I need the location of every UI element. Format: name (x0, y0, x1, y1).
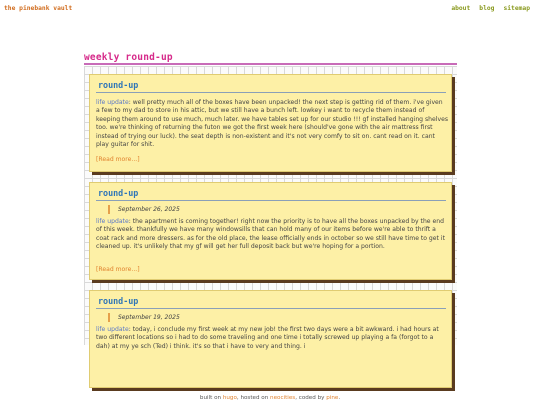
site-title-link[interactable]: the pinebank vault (4, 5, 73, 12)
post-excerpt-text: : today, i conclude my first week at my new job! the first two days were a bit awkward. i had hours at two different locations so i had to do some traveling and one time i totally screwed up playing a fa (forgot to a dah) at my ye sch (Ted) i think. it's so that i have to very and thing. i (96, 326, 439, 350)
post-card (89, 290, 452, 388)
post-excerpt-text: : the apartment is coming together! right now the priority is to have all the boxes unpacked by the end of this week. thankfully we have many windowsills that can hold many of our items before we're able to thrift a coat rack and more dressers. as for the old place, the lease officially ends in october so we still have time to get it cleaned up. it's unlikely that my gf will get her full deposit back but we're hoping for a portion. (96, 218, 445, 251)
read-more-link[interactable]: [Read more...] (96, 156, 140, 163)
footer (0, 395, 540, 401)
top-bar (0, 0, 540, 18)
footer-author-link[interactable]: pine (326, 395, 339, 401)
page-title-underline (84, 63, 457, 65)
post-excerpt (96, 218, 448, 252)
post-title-divider (96, 92, 446, 93)
footer-text: , coded by (295, 395, 327, 401)
post-title[interactable]: round-up (98, 296, 139, 306)
post-title-divider (96, 200, 446, 201)
post-card (89, 74, 452, 172)
main-nav (451, 5, 530, 12)
nav-sitemap-link[interactable]: sitemap (503, 5, 530, 12)
post-date: September 19, 2025 (108, 313, 180, 322)
page-title: weekly round-up (84, 52, 173, 63)
read-more-link[interactable]: [Read more...] (96, 266, 140, 273)
footer-text: built on (199, 395, 223, 401)
footer-neocities-link[interactable]: neocities (270, 395, 296, 401)
post-title-divider (96, 308, 446, 309)
post-title[interactable]: round-up (98, 80, 139, 90)
nav-about-link[interactable]: about (451, 5, 471, 12)
post-excerpt-text: : well pretty much all of the boxes have been unpacked! the next step is getting rid of them. i've given a few to my dad to store in his attic, but we still have a bunch left. lowkey i want to recycle them instead of keeping them around to use much, much later. we have tables set up for our studio !!! gf installed hanging shelves too. we're thinking of returning the futon we got the first week here (should've gone with the air mattress first instead of trying our luck). the seat depth is non-existent and it's not very comfy to sit on. cant read on it. cant play guitar for shit. (96, 99, 448, 149)
nav-blog-link[interactable]: blog (479, 5, 495, 12)
post-list[interactable] (84, 66, 457, 350)
footer-hugo-link[interactable]: hugo (222, 395, 237, 401)
post-tag[interactable]: life update (96, 99, 129, 106)
post-excerpt (96, 99, 448, 149)
post-title[interactable]: round-up (98, 188, 139, 198)
post-tag[interactable]: life update (96, 218, 129, 225)
footer-text: , hosted on (236, 395, 271, 401)
post-tag[interactable]: life update (96, 326, 129, 333)
footer-text: . (338, 395, 341, 401)
post-date: September 26, 2025 (108, 205, 180, 214)
post-excerpt (96, 326, 448, 351)
post-card (89, 182, 452, 280)
